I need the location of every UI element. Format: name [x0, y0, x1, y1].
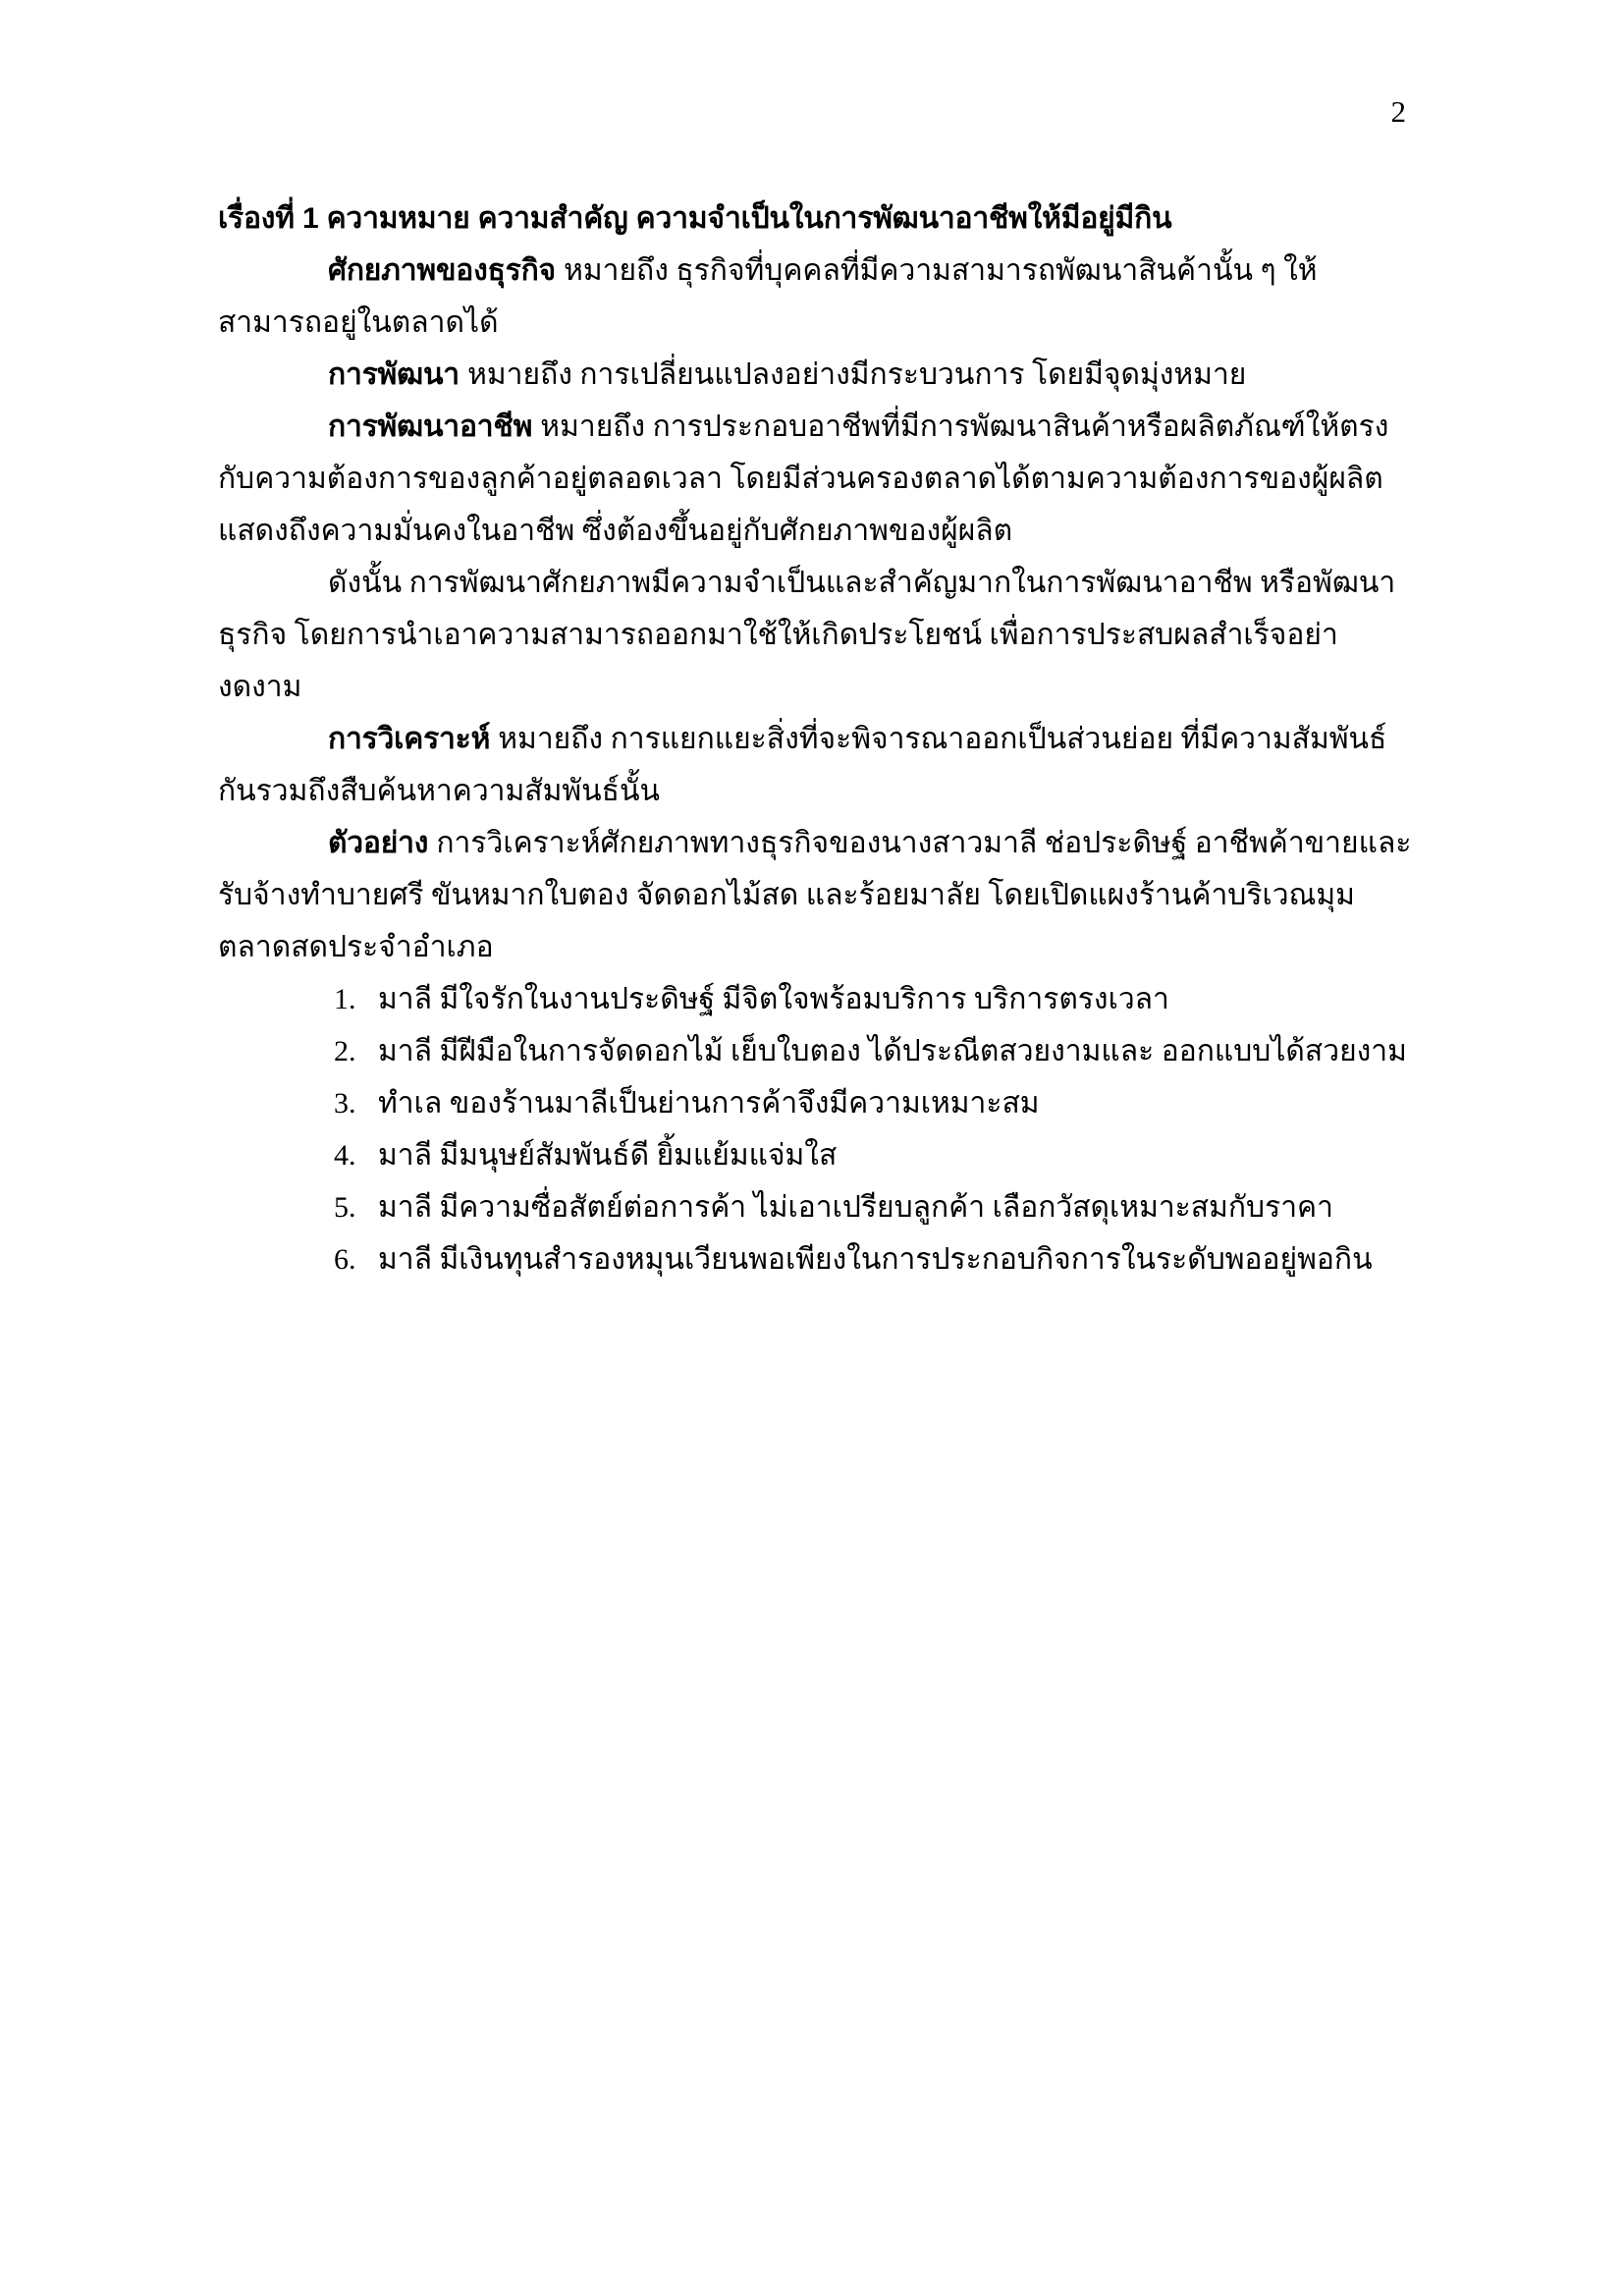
list-item-text: มาลี มีเงินทุนสำรองหมุนเวียนพอเพียงในการประกอบกิจการในระดับพออยู่พอกิน — [378, 1243, 1373, 1276]
list-item-text: มาลี มีมนุษย์สัมพันธ์ดี ยิ้มแย้มแจ่มใส — [378, 1139, 838, 1172]
term-analysis: การวิเคราะห์ — [328, 723, 491, 755]
example-text: การวิเคราะห์ศักยภาพทางธุรกิจของนางสาวมาลี ช่อประดิษฐ์ อาชีพค้าขายและรับจ้างทำบายศรี ขันหมากใบตอง จัดดอกไม้สด และร้อยมาลัย โดยเปิดแผงร้านค้าบริเวณมุมตลาดสดประจำอำเภอ — [218, 827, 1412, 963]
paragraph-analysis — [218, 713, 1418, 817]
list-marker: 1. — [334, 983, 356, 1015]
paragraph-development — [218, 349, 1418, 401]
term-business-potential: ศักยภาพของธุรกิจ — [328, 254, 556, 287]
list-item-text: มาลี มีฝีมือในการจัดดอกไม้ เย็บใบตอง ได้ประณีตสวยงามและ ออกแบบได้สวยงาม — [378, 1035, 1407, 1067]
text-column — [218, 192, 1418, 1285]
term-career-development: การพัฒนาอาชีพ — [328, 410, 533, 443]
term-example: ตัวอย่าง — [328, 827, 429, 859]
term-development: การพัฒนา — [328, 358, 460, 391]
list-marker: 2. — [334, 1035, 356, 1067]
conclusion-text: ดังนั้น การพัฒนาศักยภาพมีความจำเป็นและสำคัญมากในการพัฒนาอาชีพ หรือพัฒนาธุรกิจ โดยการนำเอาความสามารถออกมาใช้ให้เกิดประโยชน์ เพื่อการประสบผลสำเร็จอย่างดงาม — [218, 567, 1396, 703]
list-item-text: ทำเล ของร้านมาลีเป็นย่านการค้าจึงมีความเหมาะสม — [378, 1087, 1040, 1120]
analysis-list — [218, 973, 1418, 1285]
list-item — [218, 1233, 1418, 1285]
list-item — [218, 973, 1418, 1025]
definition-development: หมายถึง การเปลี่ยนแปลงอย่างมีกระบวนการ โดยมีจุดมุ่งหมาย — [467, 358, 1247, 391]
paragraph-conclusion — [218, 557, 1418, 713]
list-item — [218, 1181, 1418, 1233]
list-item-text: มาลี มีความซื่อสัตย์ต่อการค้า ไม่เอาเปรียบลูกค้า เลือกวัสดุเหมาะสมกับราคา — [378, 1191, 1333, 1224]
paragraph-career-development — [218, 401, 1418, 557]
list-marker: 5. — [334, 1191, 356, 1224]
list-item — [218, 1077, 1418, 1129]
definition-business-potential: หมายถึง ธุรกิจที่บุคคลที่มีความสามารถพัฒนาสินค้านั้น ๆ ให้สามารถอยู่ในตลาดได้ — [218, 254, 1318, 339]
list-item — [218, 1129, 1418, 1181]
page-number: 2 — [1390, 94, 1406, 129]
list-item-text: มาลี มีใจรักในงานประดิษฐ์ มีจิตใจพร้อมบริการ บริการตรงเวลา — [378, 983, 1169, 1015]
definition-career-development: หมายถึง การประกอบอาชีพที่มีการพัฒนาสินค้าหรือผลิตภัณฑ์ให้ตรงกับความต้องการของลูกค้าอยู่ตลอดเวลา โดยมีส่วนครองตลาดได้ตามความต้องการของผู้ผลิต แสดงถึงความมั่นคงในอาชีพ ซึ่งต้องขึ้นอยู่กับศักยภาพของผู้ผลิต — [218, 410, 1389, 547]
definition-analysis: หมายถึง การแยกแยะสิ่งที่จะพิจารณาออกเป็นส่วนย่อย ที่มีความสัมพันธ์กันรวมถึงสืบค้นหาความสัมพันธ์นั้น — [218, 723, 1387, 807]
page-title: เรื่องที่ 1 ความหมาย ความสำคัญ ความจำเป็นในการพัฒนาอาชีพให้มีอยู่มีกิน — [218, 202, 1172, 235]
list-marker: 3. — [334, 1087, 356, 1120]
list-marker: 6. — [334, 1243, 356, 1276]
list-item — [218, 1025, 1418, 1077]
paragraph-example — [218, 817, 1418, 973]
paragraph-business-potential — [218, 245, 1418, 349]
list-marker: 4. — [334, 1139, 356, 1172]
